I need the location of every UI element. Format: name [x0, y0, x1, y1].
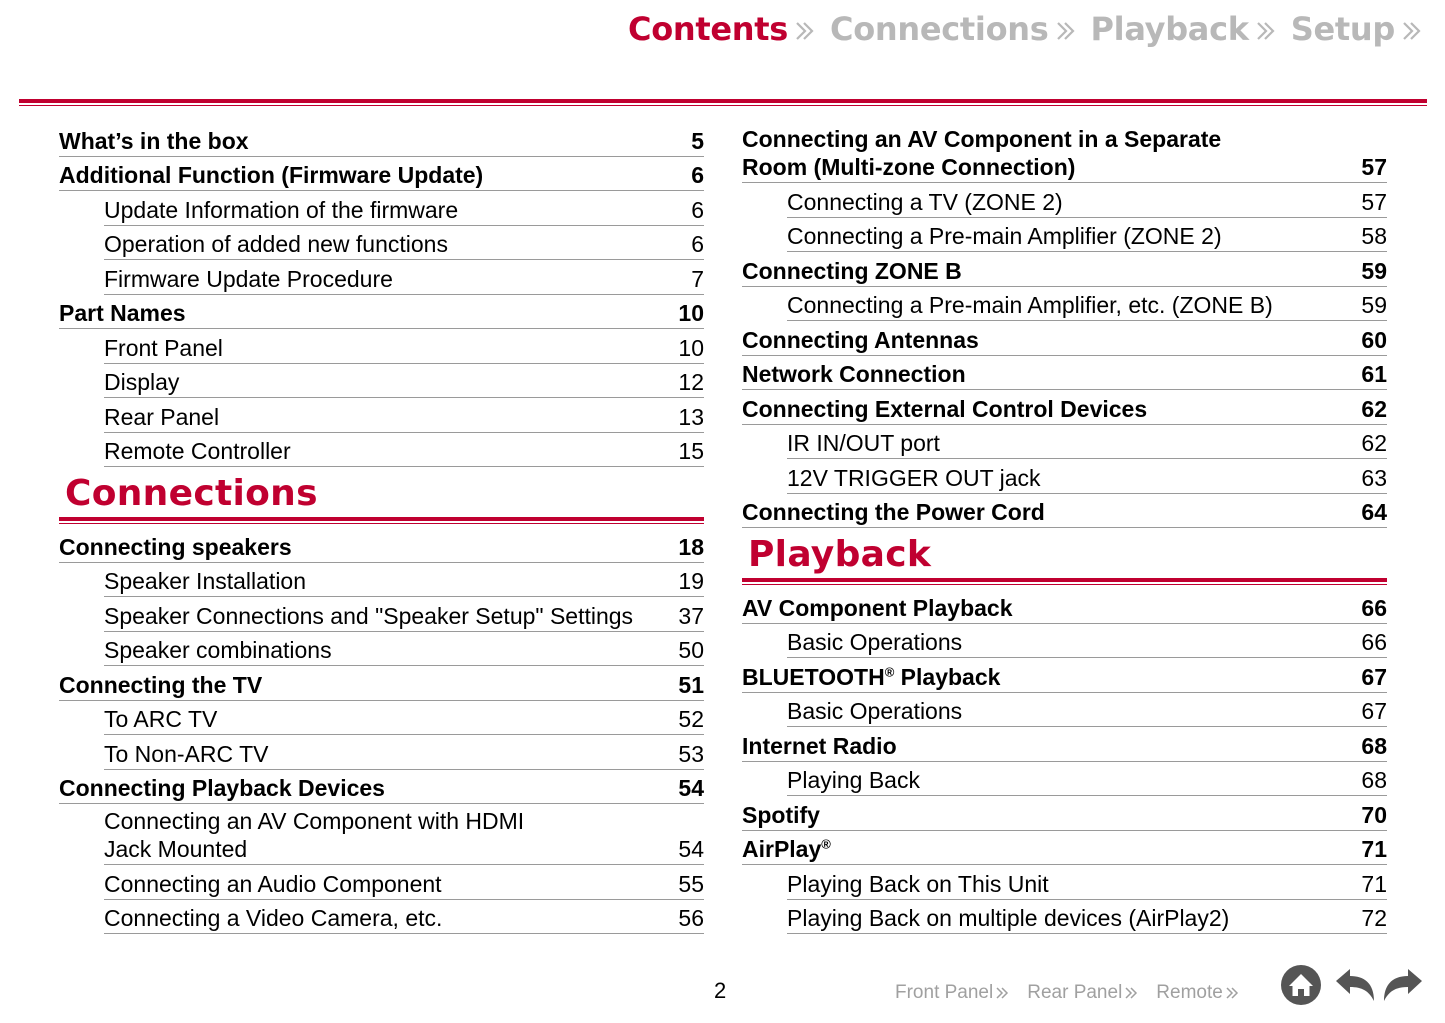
- toc-entry-page: 50: [678, 637, 704, 663]
- toc-intro-list: [59, 122, 704, 467]
- connections-section-heading: [59, 471, 704, 524]
- toc-entry-title: AV Component Playback: [742, 594, 1013, 621]
- toc-entry[interactable]: [742, 122, 1387, 183]
- toc-entry-title-main: BLUETOOTH: [742, 663, 885, 690]
- toc-playback-list: [742, 589, 1387, 934]
- toc-entry[interactable]: [742, 796, 1387, 831]
- toc-entry[interactable]: [787, 693, 1387, 728]
- double-chevron-right-icon: [1055, 20, 1077, 42]
- toc-connections-continued-list: [742, 122, 1387, 528]
- toc-entry-title: Speaker combinations: [104, 637, 332, 663]
- toc-entry[interactable]: [742, 252, 1387, 287]
- double-chevron-right-icon: [794, 20, 816, 42]
- section-divider: [742, 578, 1387, 585]
- footer-link-label: Remote: [1156, 982, 1223, 1003]
- toc-entry[interactable]: [59, 295, 704, 330]
- toc-entry-page: 61: [1361, 361, 1387, 387]
- toc-entry[interactable]: [104, 735, 704, 770]
- toc-entry-page: 51: [678, 671, 704, 698]
- toc-entry-page: 66: [1361, 594, 1387, 621]
- toc-entry-page: 59: [1361, 257, 1387, 284]
- nav-connections-label: Connections: [830, 10, 1049, 48]
- toc-entry-page: 53: [678, 740, 704, 767]
- toc-entry[interactable]: [787, 425, 1387, 460]
- toc-entry-title: Additional Function (Firmware Update): [59, 162, 484, 188]
- toc-entry[interactable]: [787, 865, 1387, 900]
- nav-playback-label: Playback: [1090, 10, 1249, 48]
- toc-entry-title: Display: [104, 369, 180, 395]
- toc-entry-title: Connecting ZONE B: [742, 257, 962, 284]
- toc-entry[interactable]: [787, 287, 1387, 322]
- toc-entry-title: 12V TRIGGER OUT jack: [787, 464, 1041, 491]
- double-chevron-right-icon: [1255, 20, 1277, 42]
- toc-entry[interactable]: [104, 191, 704, 226]
- toc-entry-title: Connecting a Video Camera, etc.: [104, 905, 443, 931]
- toc-entry-title: Connecting an Audio Component: [104, 870, 442, 897]
- toc-entry-page: 56: [678, 905, 704, 931]
- toc-entry[interactable]: [742, 727, 1387, 762]
- toc-entry-title: Speaker Connections and "Speaker Setup" Settings: [104, 602, 634, 629]
- toc-entry[interactable]: [104, 364, 704, 399]
- toc-entry-title: Operation of added new functions: [104, 231, 448, 257]
- toc-entry-title: [742, 835, 1349, 863]
- top-navigation: [614, 10, 1423, 48]
- toc-entry[interactable]: [59, 528, 704, 563]
- toc-entry[interactable]: [787, 762, 1387, 797]
- toc-entry-title: Connecting a TV (ZONE 2): [787, 188, 1063, 215]
- toc-entry-page: 54: [678, 836, 704, 862]
- toc-entry[interactable]: [742, 589, 1387, 624]
- double-chevron-right-icon: [1124, 986, 1138, 1000]
- toc-entry[interactable]: [787, 459, 1387, 494]
- toc-entry-page: 57: [1361, 188, 1387, 215]
- toc-entry[interactable]: [742, 494, 1387, 529]
- toc-entry[interactable]: [787, 900, 1387, 935]
- toc-entry-page: 62: [1361, 395, 1387, 422]
- toc-entry-page: 10: [678, 334, 704, 361]
- toc-entry-page: 57: [1361, 154, 1387, 180]
- toc-entry-page: 19: [678, 568, 704, 594]
- toc-entry[interactable]: [59, 157, 704, 192]
- toc-entry-title-main: AirPlay: [742, 836, 822, 862]
- toc-entry-page: 67: [1361, 698, 1387, 724]
- toc-entry-page: 71: [1361, 870, 1387, 897]
- toc-entry[interactable]: [742, 321, 1387, 356]
- toc-entry-page: 5: [691, 127, 704, 154]
- toc-entry-page: 52: [678, 706, 704, 732]
- double-chevron-right-icon: [1225, 986, 1239, 1000]
- toc-entry[interactable]: [104, 563, 704, 598]
- toc-entry[interactable]: [104, 701, 704, 736]
- registered-mark: ®: [884, 663, 895, 679]
- toc-entry-title-suffix: Playback: [894, 663, 1001, 690]
- toc-entry-page: 59: [1361, 292, 1387, 318]
- toc-entry[interactable]: [104, 398, 704, 433]
- toc-entry-page: 15: [678, 438, 704, 464]
- playback-heading[interactable]: Playback: [748, 534, 932, 575]
- toc-connections-list: [59, 528, 704, 934]
- toc-entry-page: 6: [691, 231, 704, 257]
- toc-entry-page: 6: [691, 162, 704, 188]
- toc-entry-title: Connecting a Pre-main Amplifier, etc. (ZONE B): [787, 292, 1273, 318]
- toc-entry-page: 64: [1361, 499, 1387, 525]
- toc-entry-page: 6: [691, 196, 704, 223]
- toc-entry-page: 60: [1361, 326, 1387, 353]
- double-chevron-right-icon: [995, 986, 1009, 1000]
- footer-navigation: [895, 982, 1257, 1004]
- toc-entry-page: 55: [678, 870, 704, 897]
- toc-entry-title: Speaker Installation: [104, 568, 307, 594]
- toc-entry[interactable]: [787, 624, 1387, 659]
- toc-entry-title: Connecting the TV: [59, 671, 263, 698]
- toc-entry-title: Basic Operations: [787, 629, 963, 655]
- toc-entry-title: Firmware Update Procedure: [104, 265, 393, 292]
- toc-entry-page: 68: [1361, 732, 1387, 759]
- toc-entry-title: Update Information of the firmware: [104, 196, 459, 223]
- toc-entry-title: Playing Back on This Unit: [787, 870, 1049, 897]
- toc-entry-title: Part Names: [59, 300, 186, 326]
- toc-entry[interactable]: [59, 122, 704, 157]
- double-chevron-right-icon: [1401, 20, 1423, 42]
- toc-entry[interactable]: [104, 260, 704, 295]
- toc-entry[interactable]: [104, 597, 704, 632]
- toc-entry-page: 62: [1361, 430, 1387, 456]
- toc-entry-title: Connecting an AV Component with HDMI Jack Mounted: [104, 808, 525, 862]
- toc-entry-page: 54: [678, 775, 704, 801]
- toc-entry-title: IR IN/OUT port: [787, 430, 940, 456]
- toc-entry[interactable]: [787, 183, 1387, 218]
- toc-entry-title: To ARC TV: [104, 706, 218, 732]
- nav-contents-label: Contents: [628, 10, 789, 48]
- footer-link-label: Front Panel: [895, 982, 994, 1003]
- forward-arrow-icon[interactable]: [1380, 967, 1424, 1003]
- toc-entry-page: 67: [1361, 663, 1387, 690]
- toc-entry-title: Playing Back: [787, 767, 920, 793]
- footer-link-remote[interactable]: [1156, 982, 1239, 1004]
- toc-entry-page: 7: [691, 265, 704, 292]
- footer-link-label: Rear Panel: [1027, 982, 1123, 1003]
- toc-entry-title: Basic Operations: [787, 698, 963, 724]
- toc-entry-title: Connecting the Power Cord: [742, 499, 1045, 525]
- back-arrow-icon[interactable]: [1334, 967, 1378, 1003]
- toc-entry-title: Playing Back on multiple devices (AirPlay2): [787, 905, 1230, 931]
- toc-entry-page: 10: [678, 300, 704, 326]
- toc-entry-title: To Non-ARC TV: [104, 740, 269, 767]
- toc-entry-page: 58: [1361, 223, 1387, 249]
- toc-entry-title: Rear Panel: [104, 403, 220, 430]
- toc-entry[interactable]: [104, 900, 704, 935]
- toc-entry-page: 71: [1361, 836, 1387, 862]
- nav-setup-label: Setup: [1290, 10, 1395, 48]
- toc-entry[interactable]: [59, 770, 704, 805]
- registered-mark: ®: [821, 836, 831, 852]
- toc-entry-title: [742, 663, 1349, 691]
- toc-entry-page: 37: [678, 602, 704, 629]
- nav-setup[interactable]: [1291, 10, 1423, 48]
- toc-entry-title: Network Connection: [742, 361, 966, 387]
- toc-entry-title: Connecting Antennas: [742, 326, 979, 353]
- toc-right-column: [742, 122, 1387, 934]
- connections-heading[interactable]: Connections: [65, 473, 318, 514]
- toc-entry-page: 13: [678, 403, 704, 430]
- toc-entry[interactable]: [742, 390, 1387, 425]
- header-divider: [19, 99, 1427, 106]
- toc-entry-title: Internet Radio: [742, 732, 897, 759]
- toc-entry-title: Front Panel: [104, 334, 223, 361]
- footer-link-front-panel[interactable]: [895, 982, 1009, 1004]
- toc-entry-page: 63: [1361, 464, 1387, 491]
- toc-entry[interactable]: [104, 433, 704, 468]
- toc-left-column: [59, 122, 704, 934]
- toc-entry[interactable]: [787, 218, 1387, 253]
- toc-entry-title: Connecting speakers: [59, 533, 292, 560]
- playback-section-heading: [742, 532, 1387, 585]
- toc-entry-title: Connecting an AV Component in a Separate Room (Multi-zone Connection): [742, 126, 1222, 180]
- toc-entry-title: Connecting Playback Devices: [59, 775, 385, 801]
- toc-entry[interactable]: [104, 226, 704, 261]
- toc-entry-page: 72: [1361, 905, 1387, 931]
- toc-entry-title: What’s in the box: [59, 127, 249, 154]
- nav-connections[interactable]: [830, 10, 1076, 48]
- toc-entry-title: Spotify: [742, 801, 820, 828]
- toc-entry-page: 66: [1361, 629, 1387, 655]
- toc-entry-title: Remote Controller: [104, 438, 291, 464]
- toc-entry-page: 68: [1361, 767, 1387, 793]
- page-number: 2: [714, 978, 727, 1003]
- toc-entry-title: Connecting External Control Devices: [742, 395, 1148, 422]
- toc-entry-page: 70: [1361, 801, 1387, 828]
- toc-entry-page: 18: [678, 533, 704, 560]
- nav-contents[interactable]: [628, 10, 816, 48]
- section-divider: [59, 517, 704, 524]
- toc-entry[interactable]: [59, 666, 704, 701]
- footer-link-rear-panel[interactable]: [1027, 982, 1138, 1004]
- toc-entry[interactable]: [742, 356, 1387, 391]
- toc-entry[interactable]: [742, 831, 1387, 866]
- toc-entry[interactable]: [104, 329, 704, 364]
- toc-entry-page: 12: [678, 369, 704, 395]
- nav-playback[interactable]: [1091, 10, 1277, 48]
- toc-entry[interactable]: [104, 632, 704, 667]
- toc-entry[interactable]: [742, 658, 1387, 693]
- toc-entry[interactable]: [104, 804, 704, 865]
- toc-entry-title: Connecting a Pre-main Amplifier (ZONE 2): [787, 223, 1222, 249]
- toc-entry[interactable]: [104, 865, 704, 900]
- home-icon[interactable]: [1280, 964, 1322, 1006]
